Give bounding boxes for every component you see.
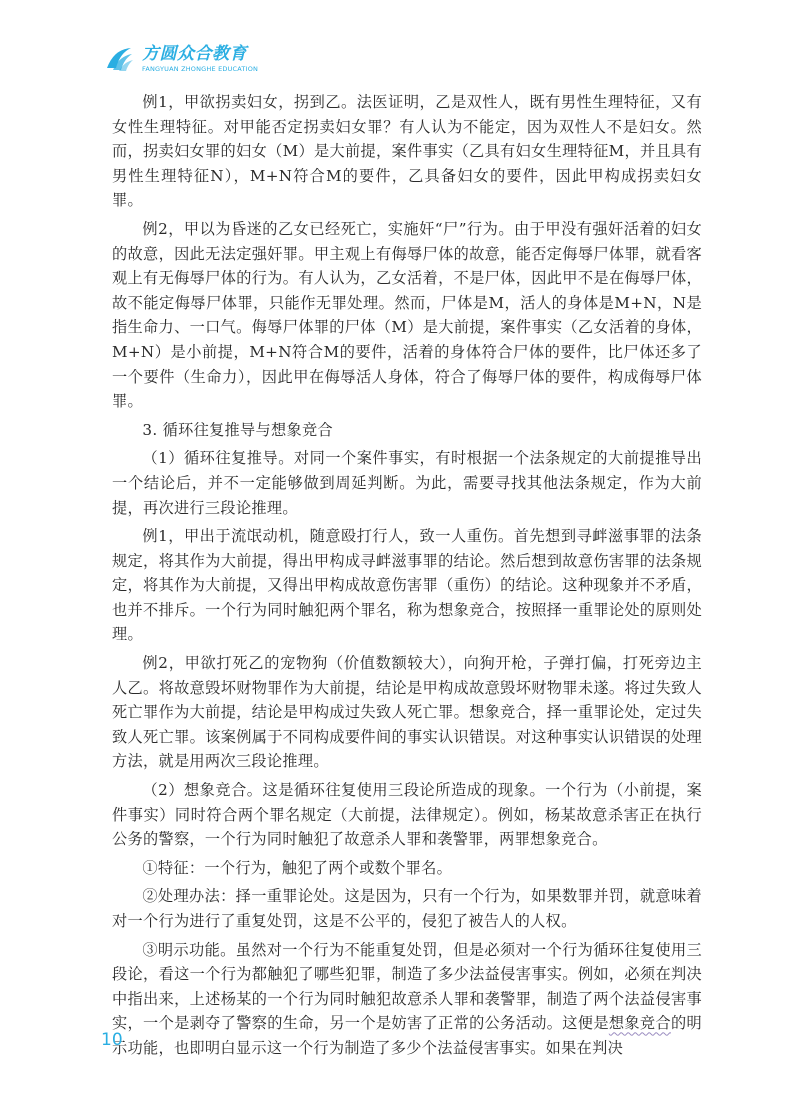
paragraph-explicit-function: [112, 938, 702, 1061]
paragraph-feature: ①特征：一个行为，触犯了两个或数个罪名。: [142, 858, 453, 877]
paragraph-cyclic-derivation: （1）循环往复推导。对同一个案件事实，有时根据一个法条规定的大前提推导出一个结论后，并不一定能够做到周延判断。为此，需要寻找其他法条规定，作为大前提，再次进行三段论推理。: [112, 449, 702, 517]
paragraph-example-1: 例1，甲欲拐卖妇女，拐到乙。法医证明，乙是双性人，既有男性生理特征，又有女性生理特征。对甲能否定拐卖妇女罪？有人认为不能定，因为双性人不是妇女。然而，拐卖妇女罪的妇女（M）是大前提，案件事实（乙具有妇女生理特征M，并且具有男性生理特征N），M+N符合M的要件，乙具备妇女的要件，因此甲构成拐卖妇女罪。: [112, 93, 702, 210]
brand-logo: [104, 44, 258, 74]
page-body: [112, 90, 702, 1061]
paragraph-example-3: 例1，甲出于流氓动机，随意殴打行人，致一人重伤。首先想到寻衅滋事罪的法条规定，将其作为大前提，得出甲构成寻衅滋事罪的结论。然后想到故意伤害罪的法条规定，将其作为大前提，又得出甲构成故意伤害罪（重伤）的结论。这种现象并不矛盾，也并不排斥。一个行为同时触犯两个罪名，称为想象竞合，按照择一重罪论处的原则处理。: [112, 527, 702, 644]
paragraph-example-2: 例2，甲以为昏迷的乙女已经死亡，实施奸“尸”行为。由于甲没有强奸活着的妇女的故意，因此无法定强奸罪。甲主观上有侮辱尸体的故意，能否定侮辱尸体罪，就看客观上有无侮辱尸体的行为。有人认为，乙女活着，不是尸体，因此甲不是在侮辱尸体，故不能定侮辱尸体罪，只能作无罪处理。然而，尸体是M，活人的身体是M+N，N是指生命力、一口气。侮辱尸体罪的尸体（M）是大前提，案件事实（乙女活着的身体，M+N）是小前提，M+N符合M的要件，活着的身体符合尸体的要件，比尸体还多了一个要件（生命力），因此甲在侮辱活人身体，符合了侮辱尸体的要件，构成侮辱尸体罪。: [112, 219, 702, 411]
page-number: 10: [101, 1030, 123, 1050]
paragraph-handling: ②处理办法：择一重罪论处。这是因为，只有一个行为，如果数罪并罚，就意味着对一个行为进行了重复处罚，这是不公平的，侵犯了被告人的人权。: [112, 887, 702, 930]
text-run: 的明示功能，也即明白显示这一个行为制造了多少个法益侵害事实。如果在判决: [112, 1014, 702, 1057]
paragraph-example-4: 例2，甲欲打死乙的宠物狗（价值数额较大），向狗开枪，子弹打偏，打死旁边主人乙。将故意毁坏财物罪作为大前提，结论是甲构成故意毁坏财物罪未遂。将过失致人死亡罪作为大前提，结论是甲构成过失致人死亡罪。想象竞合，择一重罪论处，定过失致人死亡罪。该案例属于不同构成要件间的事实认识错误。对这种事实认识错误的处理方法，就是用两次三段论推理。: [112, 654, 702, 771]
brand-wing-icon: [104, 44, 134, 74]
paragraph-imaginative-concurrence: （2）想象竞合。这是循环往复使用三段论所造成的现象。一个行为（小前提，案件事实）同时符合两个罪名规定（大前提，法律规定）。例如，杨某故意杀害正在执行公务的警察，一个行为同时触犯了故意杀人罪和袭警罪，两罪想象竞合。: [112, 781, 702, 849]
section-heading: 3. 循环往复推导与想象竞合: [142, 420, 333, 439]
brand-name: 方圆众合教育: [142, 43, 247, 64]
text-run: ③明示功能。虽然对一个行为不能重复处罚，但是必须对一个行为循环往复使用三段论，看这一个行为都触犯了哪些犯罪，制造了多少法益侵害事实。例如，必须在判决中指出来，上述杨某的一个行为同时触犯故意杀人罪和袭警罪，制造了两个法益侵害事实，一个是剥夺了警察的生命，另一个是妨害了正常的公务活动。这便是: [112, 940, 702, 1033]
wavy-underlined-term: 想象竞合: [608, 1014, 671, 1033]
brand-subtitle: FANGYUAN ZHONGHE EDUCATION: [142, 64, 259, 73]
